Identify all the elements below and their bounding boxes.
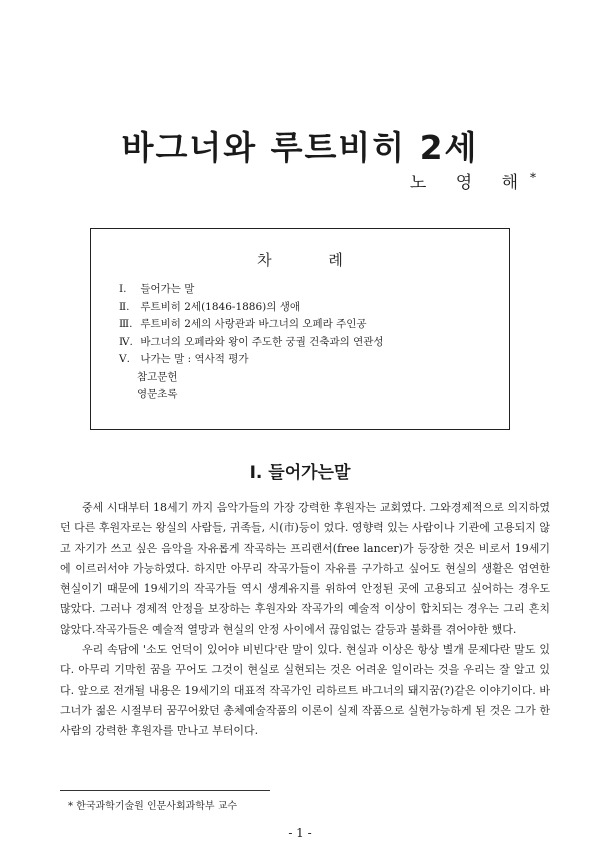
- toc-item-english-abstract: 영문초록: [137, 388, 178, 400]
- toc-list: [119, 281, 499, 404]
- toc-item-label: 바그너의 오페라와 왕이 주도한 궁궐 건축과의 연관성: [140, 335, 384, 348]
- toc-item-number: Ⅰ.: [119, 283, 127, 295]
- author-footnote-mark: *: [530, 170, 536, 185]
- body-text: [60, 498, 550, 742]
- footnote-divider: [60, 790, 270, 791]
- author-name: 노 영 해: [409, 173, 530, 193]
- table-of-contents: [90, 228, 510, 430]
- section-heading: Ⅰ. 들어가는말: [249, 463, 351, 483]
- toc-item-number: Ⅳ.: [119, 335, 133, 348]
- toc-item-1: [119, 281, 499, 299]
- paper-title: 바그너와 루트비히 2세: [121, 128, 479, 167]
- paragraph: 우리 속담에 '소도 언덕이 있어야 비빈다'란 말이 있다. 현실과 이상은 항상 별개 문제다란 말도 있다. 아무리 기막힌 꿈을 꾸어도 그것이 현실로 실현되는 것은 어려운 일이라는 것을 우리는 잘 알고 있다. 앞으로 전개될 내용은 19세기의 대표적 작곡가인 리하르트 바그너의 돼지꿈(?)같은 이야기이다. 바그너가 젊은 시절부터 꿈꾸어왔던 총체예술작품의 이론이 실제 작품으로 실현가능하게 된 것은 그가 한 사람의 강력한 후원자를 만나고 부터이다.: [60, 643, 550, 738]
- paragraph: 중세 시대부터 18세기 까지 음악가들의 가장 강력한 후원자는 교회였다. 그와경제적으로 의지하였던 다른 후원자로는 왕실의 사람들, 귀족들, 시(市)등이 었다. 영향력 있는 사람이나 기관에 고용되지 않고 자기가 쓰고 싶은 음악을 자유롭게 작곡하는 프리랜서(free lancer)가 등장한 것은 비로서 19세기에 이르러서야 가능하였다. 하지만 아무리 작곡가들이 자유를 구가하고 싶어도 현실의 생활은 엄연한 현실이기 때문에 19세기의 작곡가들 역시 생계유지를 위하여 안정된 곳에 고용되고 싶어하는 경우도 많았다. 그러나 경제적 안정을 보장하는 후원자와 작곡가의 예술적 이상이 합치되는 경우는 그리 흔치 않았다.작곡가들은 예술적 열망과 현실의 안정 사이에서 끊임없는 갈등과 불화를 겪어야한 했다.: [60, 501, 550, 636]
- toc-item-3: [119, 316, 499, 334]
- page-number: - 1 -: [288, 826, 312, 840]
- toc-item-label: 들어가는 말: [140, 283, 195, 295]
- author-line: [410, 168, 536, 193]
- toc-item-number: Ⅴ.: [119, 353, 130, 365]
- toc-item-2: [119, 299, 499, 317]
- footnote: * 한국과학기술원 인문사회과학부 교수: [68, 801, 238, 812]
- toc-item-5: [119, 351, 499, 369]
- toc-item-label: 루트비히 2세(1846-1886)의 생애: [140, 300, 301, 313]
- toc-item-label: 루트비히 2세의 사랑관과 바그너의 오페라 주인공: [140, 318, 367, 330]
- toc-item-4: [119, 334, 499, 352]
- toc-item-number: Ⅱ.: [119, 300, 130, 313]
- toc-item-label: 나가는 말 : 역사적 평가: [140, 353, 249, 365]
- toc-item-references: 참고문헌: [137, 370, 178, 383]
- toc-heading: 차 례: [257, 251, 369, 269]
- toc-item-number: Ⅲ.: [119, 318, 133, 330]
